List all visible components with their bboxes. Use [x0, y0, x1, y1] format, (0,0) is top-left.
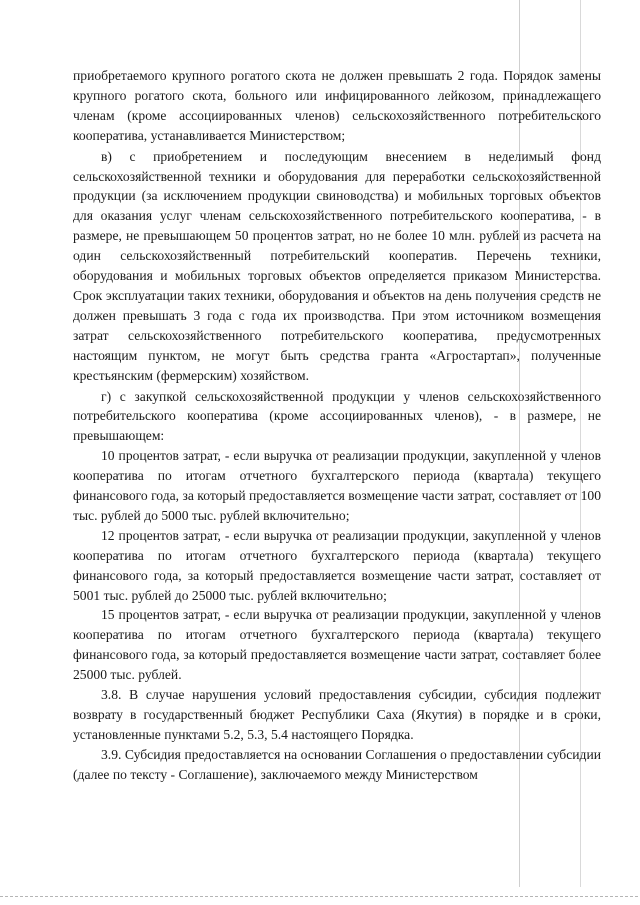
paragraph-item-g: г) с закупкой сельскохозяйственной продукции у членов сельскохозяйственного потребительского кооператива (кроме ассоциированных членов), - в размере, не превышающем: [73, 388, 601, 444]
paragraph-3-8: 3.8. В случае нарушения условий предоставления субсидии, субсидия подлежит возврату в государственный бюджет Республики Саха (Якутия) в порядке и в сроки, установленные пунктами 5.2, 5.3, 5.4 настоящего Порядка. [73, 687, 601, 742]
paragraph-3-9: 3.9. Субсидия предоставляется на основании Соглашения о предоставлении субсидии (далее по тексту - Соглашение), заключаемого между Министерством [73, 746, 601, 782]
paragraph-continuation: приобретаемого крупного рогатого скота не должен превышать 2 года. Порядок замены крупного рогатого скота, больного или инфицированного лейкозом, принадлежащего членам (кроме ассоциированных членов) сельскохозяйственного потребительского кооператива, устанавливается Министерством; [73, 68, 601, 143]
paragraph-rate-15: 15 процентов затрат, - если выручка от реализации продукции, закупленной у членов кооператива по итогам отчетного бухгалтерского периода (квартала) текущего финансового года, за который предоставляется возмещение части затрат, составляет более 25000 тыс. рублей. [73, 607, 601, 683]
paragraph-rate-10: 10 процентов затрат, - если выручка от реализации продукции, закупленной у членов кооператива по итогам отчетного бухгалтерского периода (квартала) текущего финансового года, за который предоставляется возмещение части затрат, составляет от 100 тыс. рублей до 5000 тыс. рублей включительно; [73, 448, 601, 523]
paragraph-rate-12: 12 процентов затрат, - если выручка от реализации продукции, закупленной у членов кооператива по итогам отчетного бухгалтерского периода (квартала) текущего финансового года, за который предоставляется возмещение части затрат, составляет от 5001 тыс. рублей до 25000 тыс. рублей включительно; [73, 527, 601, 603]
paragraph-item-v: в) с приобретением и последующим внесением в неделимый фонд сельскохозяйственной техники и оборудования для переработки сельскохозяйственной продукции (за исключением продукции свиноводства) и мобильных торговых объектов для оказания услуг членам сельскохозяйственного потребительского кооператива, - в размере, не превышающем 50 процентов затрат, но не более 10 млн. рублей из расчета на один сельскохозяйственный потребительский кооператив. Перечень техники, оборудования и мобильных торговых объектов определяется приказом Министерства. Срок эксплуатации таких техники, оборудования и объектов на день получения средств не должен превышать 3 года с года их производства. При этом источником возмещения затрат сельскохозяйственного потребительского кооператива, предусмотренных настоящим пунктом, не могут быть средства гранта «Агростартап», полученные крестьянским (фермерским) хозяйством. [73, 148, 601, 383]
document-body [73, 66, 601, 785]
scan-bottom-edge [0, 896, 640, 897]
